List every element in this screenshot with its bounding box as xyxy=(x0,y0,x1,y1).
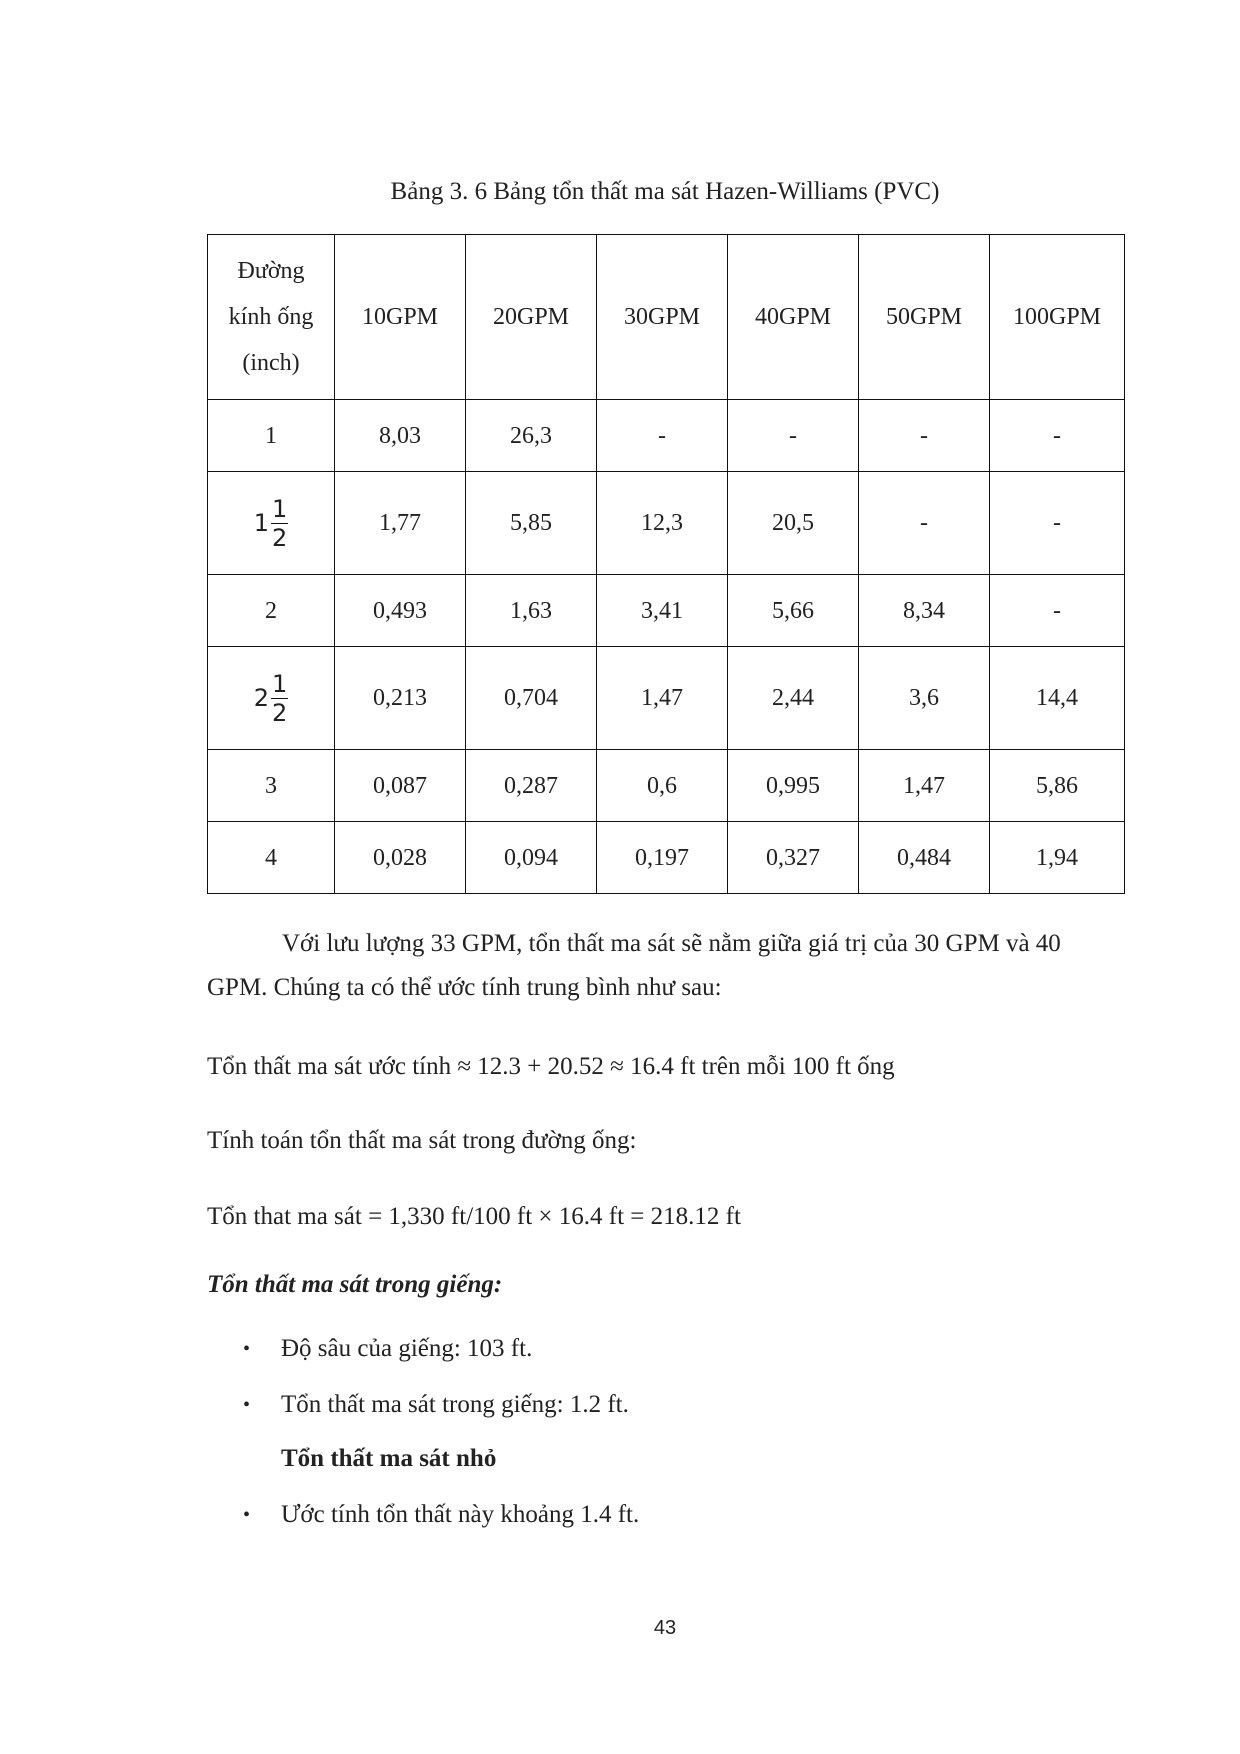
list-item-text: Độ sâu của giếng: 103 ft. xyxy=(281,1335,533,1362)
pipe-size-cell: 1 xyxy=(208,400,335,472)
table-caption: Bảng 3. 6 Bảng tổn thất ma sát Hazen-Williams (PVC) xyxy=(390,178,940,205)
table-header-row xyxy=(208,235,1125,400)
table-cell: 0,704 xyxy=(466,647,597,750)
paragraph-pipe-calc-result: Tổn that ma sát = 1,330 ft/100 ft × 16.4 ft = 218.12 ft xyxy=(207,1203,741,1230)
pipe-size-cell: 2 xyxy=(208,575,335,647)
table-cell: 0,484 xyxy=(859,822,990,894)
list-item-text: Tổn thất ma sát trong giếng: 1.2 ft. xyxy=(281,1391,629,1418)
table-cell: 1,47 xyxy=(597,647,728,750)
table-cell: 0,327 xyxy=(728,822,859,894)
fraction-numerator: 1 xyxy=(272,669,288,698)
mixed-fraction xyxy=(253,494,289,552)
table-cell: - xyxy=(990,472,1125,575)
table-row xyxy=(208,400,1125,472)
heading-minor-friction: Tổn thất ma sát nhỏ xyxy=(281,1445,497,1472)
paragraph-interpolation: Với lưu lượng 33 GPM, tổn thất ma sát sẽ nằm giữa giá trị của 30 GPM và 40 GPM. Chúng ta có thể ước tính trung bình như sau: xyxy=(207,930,1061,1001)
table-cell: 5,86 xyxy=(990,750,1125,822)
pipe-size-cell: 4 xyxy=(208,822,335,894)
table-cell: - xyxy=(728,400,859,472)
page-number: 43 xyxy=(653,1617,677,1639)
table-cell: - xyxy=(859,472,990,575)
table-row xyxy=(208,575,1125,647)
header-flow-30gpm: 30GPM xyxy=(597,235,728,400)
table-cell: 0,6 xyxy=(597,750,728,822)
header-flow-10gpm: 10GPM xyxy=(335,235,466,400)
list-item-text: Ước tính tổn thất này khoảng 1.4 ft. xyxy=(281,1501,640,1528)
fraction-whole: 1 xyxy=(253,509,269,537)
bullet-icon: • xyxy=(243,1338,251,1360)
heading-well-friction: Tổn thất ma sát trong giếng: xyxy=(207,1271,503,1298)
mixed-fraction xyxy=(253,669,289,727)
pipe-size-cell: 3 xyxy=(208,750,335,822)
table-cell: 1,47 xyxy=(859,750,990,822)
bullet-icon: • xyxy=(243,1504,251,1526)
paragraph-pipe-calc-intro: Tính toán tổn thất ma sát trong đường ống: xyxy=(207,1127,637,1154)
header-diameter-line: (inch) xyxy=(242,350,300,376)
header-flow-50gpm: 50GPM xyxy=(859,235,990,400)
pipe-size-cell xyxy=(208,472,335,575)
table-cell: 0,493 xyxy=(335,575,466,647)
table-row xyxy=(208,750,1125,822)
table-cell: 1,77 xyxy=(335,472,466,575)
table-cell: 20,5 xyxy=(728,472,859,575)
pipe-size-cell xyxy=(208,647,335,750)
table-cell: 0,087 xyxy=(335,750,466,822)
table-cell: - xyxy=(859,400,990,472)
table-cell: 12,3 xyxy=(597,472,728,575)
header-flow-20gpm: 20GPM xyxy=(466,235,597,400)
table-cell: 14,4 xyxy=(990,647,1125,750)
table-cell: 1,63 xyxy=(466,575,597,647)
table-cell: 0,213 xyxy=(335,647,466,750)
paragraph-estimate: Tổn thất ma sát ước tính ≈ 12.3 + 20.52 ≈ 16.4 ft trên mỗi 100 ft ống xyxy=(207,1053,895,1080)
table-row xyxy=(208,472,1125,575)
table-cell: 8,34 xyxy=(859,575,990,647)
fraction-whole: 2 xyxy=(253,684,269,712)
header-diameter-line: Đường xyxy=(237,258,305,284)
header-flow-100gpm: 100GPM xyxy=(990,235,1125,400)
fraction-denominator: 2 xyxy=(272,698,288,727)
table-row xyxy=(208,647,1125,750)
table-cell: 0,995 xyxy=(728,750,859,822)
header-flow-40gpm: 40GPM xyxy=(728,235,859,400)
fraction-numerator: 1 xyxy=(272,494,288,523)
table-cell: - xyxy=(990,400,1125,472)
table-cell: 0,287 xyxy=(466,750,597,822)
table-cell: 3,41 xyxy=(597,575,728,647)
table-cell: 5,66 xyxy=(728,575,859,647)
bullet-icon: • xyxy=(243,1394,251,1416)
header-pipe-diameter xyxy=(208,235,335,400)
table-cell: 5,85 xyxy=(466,472,597,575)
table-cell: 0,197 xyxy=(597,822,728,894)
header-diameter-line: kính ống xyxy=(228,304,314,330)
table-cell: 1,94 xyxy=(990,822,1125,894)
table-cell: - xyxy=(990,575,1125,647)
table-cell: 2,44 xyxy=(728,647,859,750)
fraction-denominator: 2 xyxy=(272,523,288,552)
friction-loss-table xyxy=(207,234,1125,894)
table-cell: 0,028 xyxy=(335,822,466,894)
table-cell: 8,03 xyxy=(335,400,466,472)
table-cell: 3,6 xyxy=(859,647,990,750)
table-cell: - xyxy=(597,400,728,472)
table-cell: 0,094 xyxy=(466,822,597,894)
table-cell: 26,3 xyxy=(466,400,597,472)
table-row xyxy=(208,822,1125,894)
